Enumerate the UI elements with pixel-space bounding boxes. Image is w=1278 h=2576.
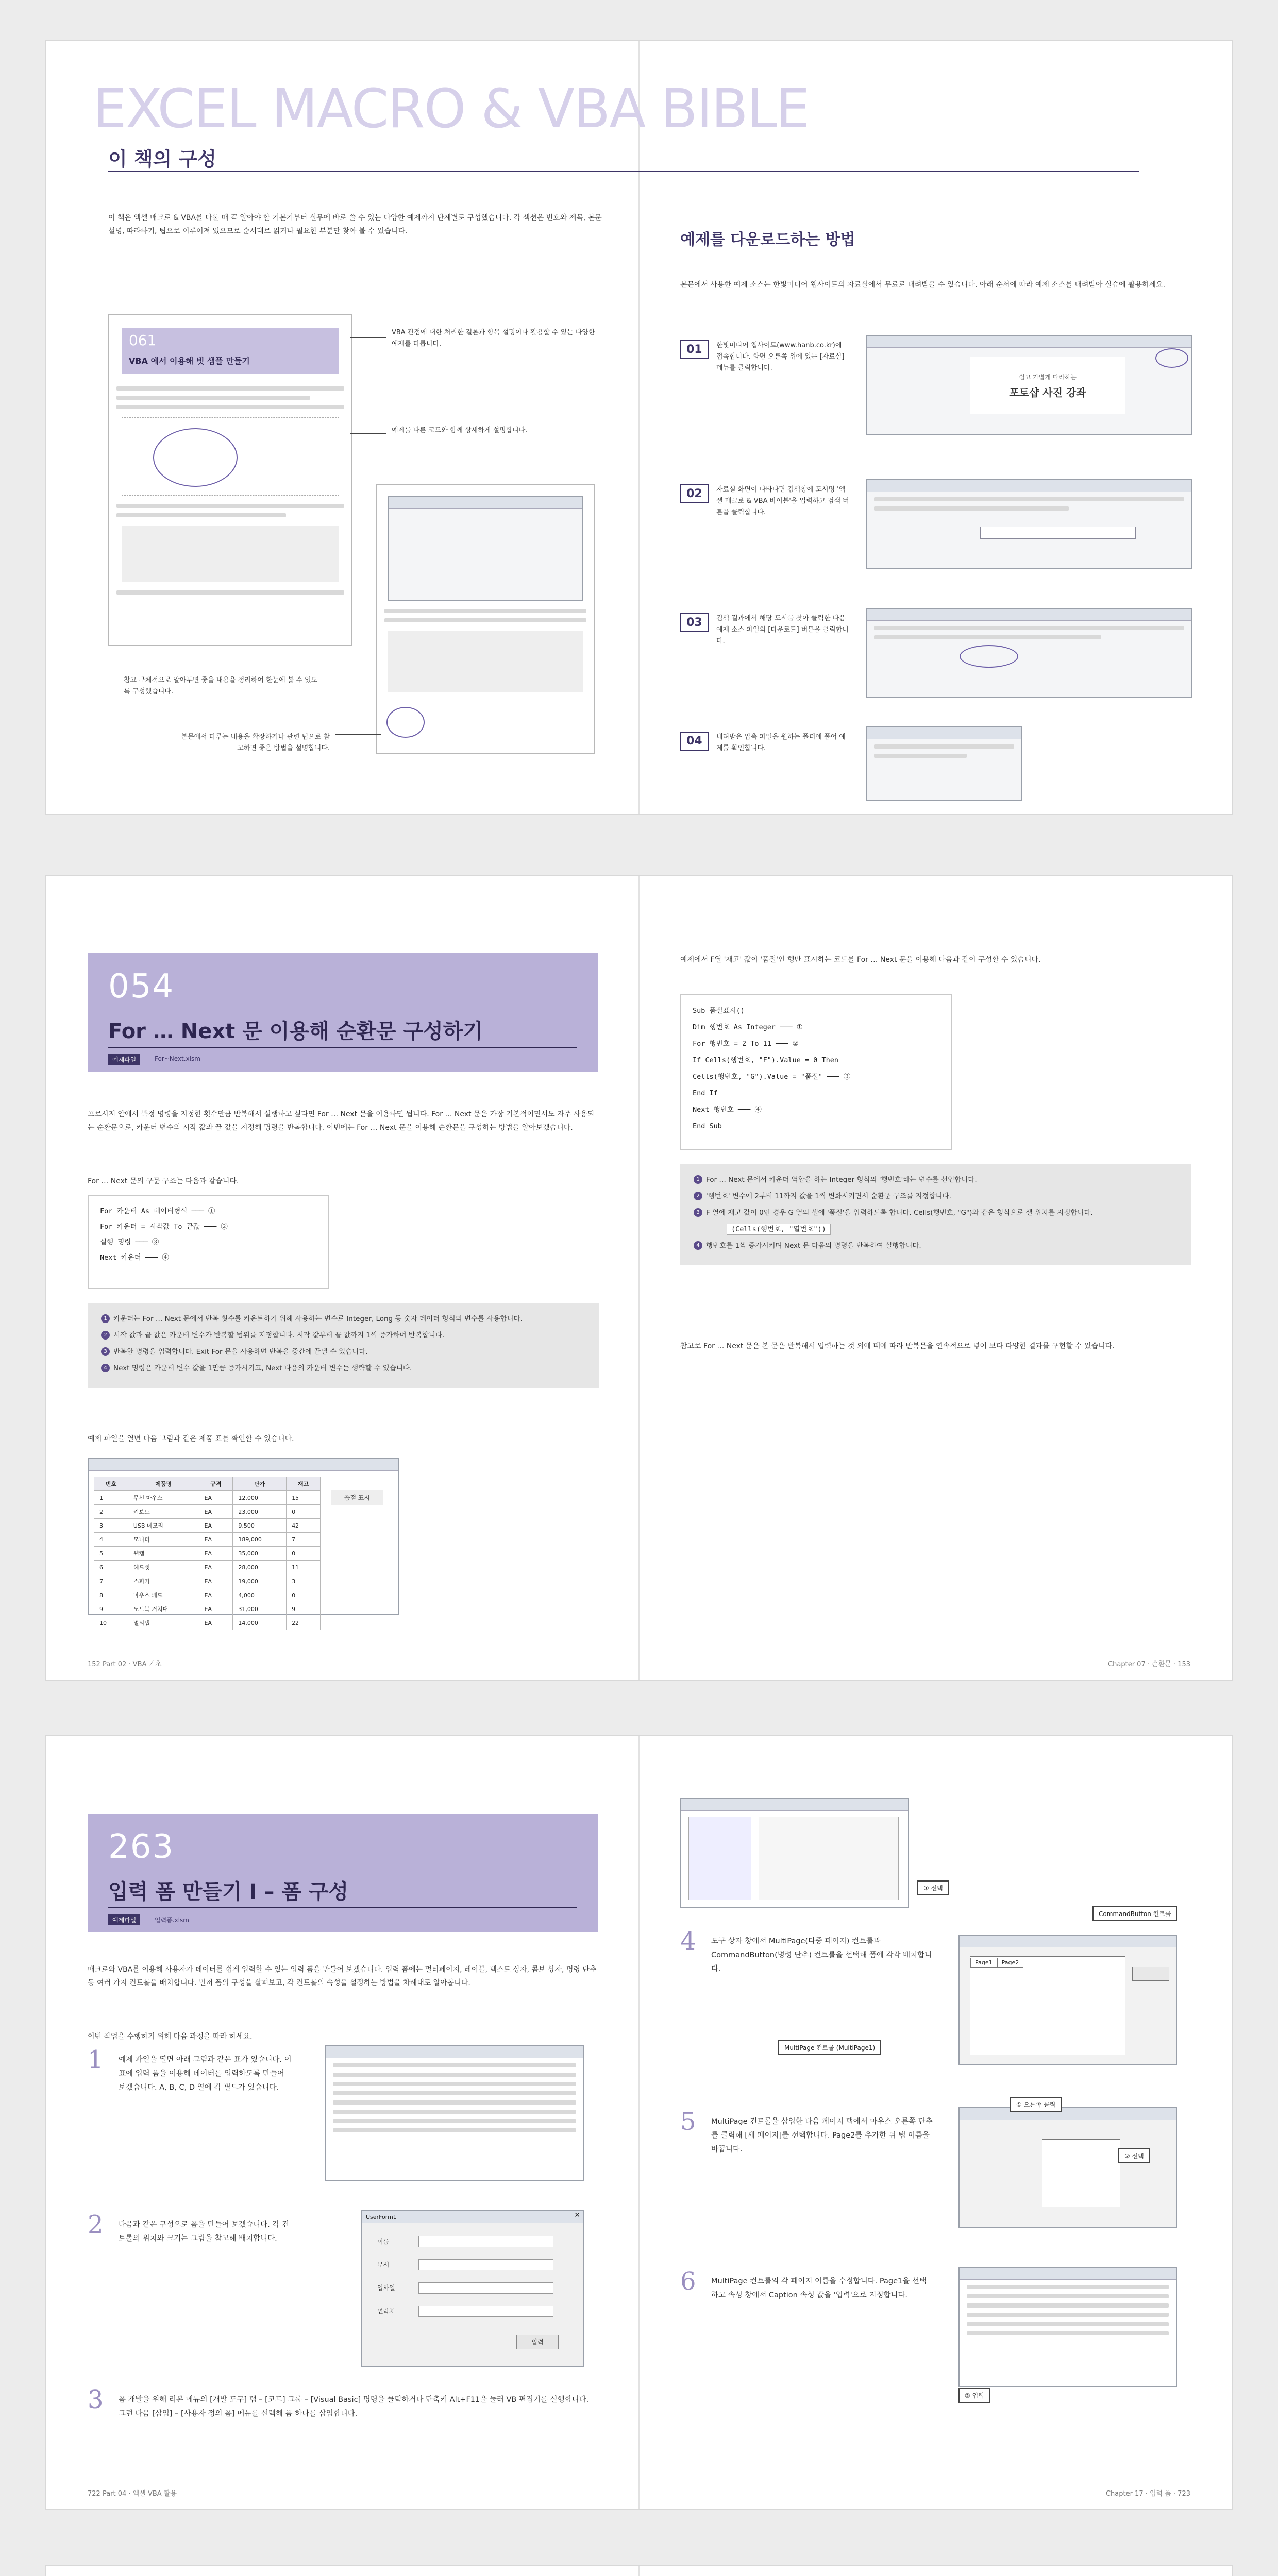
section-number: 263: [108, 1828, 175, 1866]
close-icon[interactable]: ✕: [574, 2211, 580, 2219]
text-line: [116, 405, 344, 409]
table-row: [94, 1505, 321, 1519]
syntax-line: For 카운터 = 시작값 To 끝값 ─── ②: [100, 1223, 228, 1231]
step-number: 3: [88, 2385, 104, 2414]
download-heading: 예제를 다운로드하는 방법: [680, 231, 855, 249]
step-number: 4: [680, 1927, 696, 1956]
note-text: 반복할 명령을 입력합니다. Exit For 문을 사용하면 반복을 중간에 끝낼 수 있습니다.: [113, 1348, 368, 1356]
code-line: Sub 품절표시(): [693, 1007, 745, 1015]
table-cell: 2: [94, 1505, 128, 1519]
table-row: [94, 1547, 321, 1561]
sample-diagram: [122, 417, 339, 496]
callout-label: ① 오른쪽 클릭: [1010, 2097, 1062, 2112]
code-line: For 행번호 = 2 To 11 ─── ②: [693, 1040, 799, 1048]
table-row: [94, 1588, 321, 1602]
table-cell: 4,000: [233, 1588, 287, 1602]
step-number: 6: [680, 2267, 696, 2296]
step-number: 1: [88, 2045, 104, 2074]
sheet-screenshot: [325, 2045, 584, 2181]
note-text: F 열에 재고 값이 0인 경우 G 열의 셀에 '품절'을 입력하도록 합니다. Cells(행번호, "G")와 같은 형식으로 셀 위치를 지정합니다.: [706, 1209, 1093, 1217]
page-left: [46, 2566, 639, 2576]
step-text: 폼 개발을 위해 리본 메뉴의 [개발 도구] 탭 – [코드] 그룹 – [Visual Basic] 명령을 클릭하거나 단축키 Alt+F11을 눌러 VB 편집기를 실행합니다. 그런 다음 [삽입] – [사용자 정의 폼] 메뉴를 선택해 폼 하나를 삽입합니다.: [119, 2396, 589, 2418]
table-cell: 무선 마우스: [128, 1491, 199, 1505]
table-row: [94, 1574, 321, 1588]
note-code: (Cells(행번호, "열번호")): [727, 1224, 831, 1235]
table-cell: 7: [287, 1533, 321, 1547]
highlight-circle: [153, 428, 238, 487]
step-text: 한빛미디어 웹사이트(www.hanb.co.kr)에 접속합니다. 화면 오른쪽 위에 있는 [자료실] 메뉴를 클릭합니다.: [716, 342, 845, 372]
table-cell: 7: [94, 1574, 128, 1588]
intro-text: 매크로와 VBA를 이용해 사용자가 데이터를 쉽게 입력할 수 있는 입력 폼을 만들어 보겠습니다. 입력 폼에는 멀티페이지, 레이블, 텍스트 상자, 콤보 상자, 명령 단추 등 여러 가지 컨트롤을 배치합니다. 먼저 폼의 구성을 살펴보고, 각 컨트롤의 속성을 설정하는 방법을 차례대로 알아봅니다.: [88, 1965, 597, 1987]
table-cell: USB 메모리: [128, 1519, 199, 1533]
text-line: [116, 504, 344, 508]
name-input[interactable]: [418, 2236, 553, 2247]
note-text: 시작 값과 끝 값은 카운터 변수가 반복할 범위를 지정합니다. 시작 값부터 끝 값까지 1씩 증가하며 반복합니다.: [113, 1331, 445, 1340]
example-tag: 예제파일: [108, 1054, 140, 1065]
syntax-notes: 1 카운터는 For … Next 문에서 반복 횟수를 카운트하기 위해 사용하는 변수로 Integer, Long 등 숫자 데이터 형식의 변수를 사용합니다. 2 시작 값과 끝 값은 카운터 변수가 반복할 범위를 지정합니다. 시작 값부터 끝 값까지 1씩 증가하며 반복합니다. 3 반복할 명령을 입력합니다. Exit For 문을 사용하면 반복을 중간에 끝낼 수 있습니다. 4 Next 명령은 카운터 변수 값을 1만큼 증가시키고, Next 다음의 카운터 변수는 생략할 수 있습니다.: [88, 1303, 599, 1388]
step-badge: 02: [680, 484, 709, 503]
text-line: [116, 513, 286, 517]
table-cell: 9,500: [233, 1519, 287, 1533]
folder-screenshot: [866, 726, 1022, 801]
code-line: Cells(행번호, "G").Value = "품절" ─── ③: [693, 1073, 851, 1081]
page-left: [46, 876, 639, 1680]
step-badge: 03: [680, 613, 709, 632]
callout-line: [350, 337, 386, 338]
table-cell: EA: [199, 1616, 233, 1630]
sample-num: 061: [129, 332, 157, 349]
text-line: [116, 590, 344, 595]
sample-header: [122, 328, 339, 374]
table-cell: 노트북 거치대: [128, 1602, 199, 1616]
table-cell: 5: [94, 1547, 128, 1561]
highlight-circle: [1155, 348, 1188, 368]
table-cell: 9: [287, 1602, 321, 1616]
excel-screenshot: [88, 1458, 399, 1626]
table-cell: EA: [199, 1588, 233, 1602]
table-cell: EA: [199, 1547, 233, 1561]
code-block: [680, 994, 952, 1150]
table-cell: 19,000: [233, 1574, 287, 1588]
section-banner: [88, 1814, 598, 1932]
table-cell: 3: [287, 1574, 321, 1588]
multipage-screenshot: [959, 1935, 1177, 2065]
table-cell: 6: [94, 1561, 128, 1574]
properties-screenshot: [959, 2267, 1177, 2387]
dept-combo[interactable]: [418, 2259, 553, 2270]
table-cell: 28,000: [233, 1561, 287, 1574]
table-cell: 키보드: [128, 1505, 199, 1519]
screenshot-thumb: [388, 496, 583, 601]
table-cell: EA: [199, 1561, 233, 1574]
table-cell: EA: [199, 1533, 233, 1547]
table-cell: 35,000: [233, 1547, 287, 1561]
sample-page: [108, 314, 352, 646]
step-badge: 01: [680, 340, 709, 359]
example-file: 입력폼.xlsm: [155, 1917, 189, 1924]
page-footer-right: Chapter 17 · 입력 폼 · 723: [1105, 2490, 1190, 2498]
table-body: [94, 1491, 321, 1630]
search-box: [980, 527, 1136, 539]
section-number: 054: [108, 968, 175, 1006]
date-input[interactable]: [418, 2282, 553, 2294]
table-intro: 예제 파일을 열면 다음 그림과 같은 제품 표를 확인할 수 있습니다.: [88, 1435, 294, 1443]
table-cell: 11: [287, 1561, 321, 1574]
sample-page-2: [376, 484, 595, 754]
product-table: 번호 제품명 규격 단가 재고 1 무선 마우스 EA 12,000 15 2 키보드 EA 23,000 0 3 USB 메모리 EA 9,500 42 4 모니터 EA 189,000 7 5 웹캠 EA 35,000 0 6 헤드셋 EA 28,000 11 7 스피커 EA 19,000 3 8 마우스 패드 EA 4,000 0 9 노트북 거치대 EA 31,000 9 10 멀티탭 EA 14,000 22: [94, 1477, 321, 1630]
note-text: '행번호' 변수에 2부터 11까지 값을 1씩 변화시키면서 순환문 구조를 지정합니다.: [706, 1192, 951, 1200]
table-cell: 23,000: [233, 1505, 287, 1519]
form-field-row: 이름: [377, 2238, 390, 2245]
table-cell: 9: [94, 1602, 128, 1616]
intro-text: 프로시저 안에서 특정 명령을 지정한 횟수만큼 반복해서 실행하고 싶다면 For … Next 문을 이용하면 됩니다. For … Next 문은 가장 기본적이면서도 자주 사용되는 순환문으로, 카운터 변수의 시작 값과 끝 값을 지정해 명령을 반복합니다. 이번에는 For … Next 문을 이용해 순환문을 구성하는 방법을 알아보겠습니다.: [88, 1110, 595, 1132]
table-row: [94, 1491, 321, 1505]
code-intro: 예제에서 F열 '재고' 값이 '품절'인 행만 표시하는 코드를 For … Next 문을 이용해 다음과 같이 구성할 수 있습니다.: [680, 956, 1041, 964]
table-cell: 마우스 패드: [128, 1588, 199, 1602]
table-cell: EA: [199, 1602, 233, 1616]
note-text: 카운터는 For … Next 문에서 반복 횟수를 카운트하기 위해 사용하는 변수로 Integer, Long 등 숫자 데이터 형식의 변수를 사용합니다.: [113, 1315, 523, 1323]
table-cell: 189,000: [233, 1533, 287, 1547]
promo-banner: [970, 357, 1125, 414]
note-text: 행번호를 1씩 증가시키며 Next 문 다음의 명령을 반복하여 실행합니다.: [706, 1242, 921, 1250]
callout-top: VBA 관점에 대한 처리한 결론과 항목 설명이나 활용할 수 있는 다양한 예제를 다룹니다.: [392, 329, 595, 348]
table-cell: EA: [199, 1505, 233, 1519]
note-text: Next 명령은 카운터 변수 값을 1만큼 증가시키고, Next 다음의 카운터 변수는 생략할 수 있습니다.: [113, 1364, 412, 1372]
steps-intro: 이번 작업을 수행하기 위해 다음 과정을 따라 하세요.: [88, 2032, 253, 2041]
userform-screenshot: [361, 2210, 584, 2367]
text-line: [116, 386, 344, 391]
show-soldout-button[interactable]: 품절 표시: [331, 1490, 383, 1505]
download-step-3: [680, 613, 1196, 706]
page-footer-left: 152 Part 02 · VBA 기초: [88, 1660, 162, 1668]
page-left: [46, 1736, 639, 2509]
page-right: [639, 2566, 1232, 2576]
table-cell: 모니터: [128, 1533, 199, 1547]
callout-line: [350, 433, 386, 434]
text-line: [116, 396, 310, 400]
page-right: [639, 41, 1232, 814]
spread-book-structure: [46, 41, 1232, 814]
browser-screenshot: [866, 335, 1192, 435]
example-file: For~Next.xlsm: [155, 1055, 200, 1062]
page-right: [639, 876, 1232, 1680]
step-text: MultiPage 컨트롤을 삽입한 다음 페이지 탭에서 마우스 오른쪽 단추를 클릭해 [새 페이지]를 선택합니다. Page2를 추가한 뒤 탭 이름을 바꿉니다.: [711, 2117, 933, 2154]
banner-big: 포토샵 사진 강좌: [1009, 386, 1086, 399]
search-screenshot: [866, 479, 1192, 569]
table-row: [94, 1616, 321, 1630]
callout-bottom-left: 참고 구체적으로 알아두면 좋을 내용을 정리하여 한눈에 볼 수 있도록 구성했습니다.: [124, 676, 318, 696]
highlight-circle: [386, 707, 425, 738]
step-text: 검색 결과에서 해당 도서를 찾아 클릭한 다음 예제 소스 파일의 [다운로드] 버튼을 클릭합니다.: [716, 615, 849, 645]
callout-label: ① 선택: [917, 1880, 949, 1895]
closing-text: 참고로 For … Next 문은 본 문은 반복해서 입력하는 것 외에 때에 따라 반복문을 연속적으로 넣어 보다 다양한 결과를 구현할 수 있습니다.: [680, 1342, 1115, 1350]
section-banner: [88, 953, 598, 1072]
download-step-1: [680, 340, 1196, 433]
vbe-form: [759, 1817, 899, 1900]
watermark-title: EXCEL MACRO & VBA BIBLE: [93, 77, 809, 140]
table-cell: 멀티탭: [128, 1616, 199, 1630]
form-field-row: 입사일: [377, 2284, 395, 2292]
spread-for-next: [46, 876, 1232, 1680]
syntax-block: [88, 1195, 329, 1289]
table-cell: 12,000: [233, 1491, 287, 1505]
table-row: [94, 1561, 321, 1574]
table-row: [94, 1519, 321, 1533]
table-row: [94, 1533, 321, 1547]
step-text: 내려받은 압축 파일을 원하는 폴더에 풀어 예제를 확인합니다.: [716, 733, 846, 752]
sample-note: [388, 631, 583, 692]
commandbutton-control[interactable]: [1132, 1967, 1169, 1981]
table-cell: 0: [287, 1505, 321, 1519]
section-heading: 이 책의 구성: [108, 148, 216, 171]
context-menu: [1042, 2139, 1120, 2207]
page-footer-right: Chapter 07 · 순환문 · 153: [1108, 1660, 1190, 1668]
table-cell: 42: [287, 1519, 321, 1533]
result-screenshot: [866, 608, 1192, 698]
spread-input-form-2: [46, 2566, 1232, 2576]
table-cell: 22: [287, 1616, 321, 1630]
callout-mid: 예제를 다른 코드와 함께 상세하게 설명합니다.: [392, 427, 528, 434]
step-text: 도구 상자 창에서 MultiPage(다중 페이지) 컨트롤과 CommandButton(명령 단추) 컨트롤을 선택해 폼에 각각 배치합니다.: [711, 1937, 932, 1973]
text-line: [384, 618, 586, 622]
code-notes: 1 For … Next 문에서 카운터 역할을 하는 Integer 형식의 '행번호'라는 변수를 선언합니다. 2 '행번호' 변수에 2부터 11까지 값을 1씩 변화시키면서 순환문 구조를 지정합니다. 3 F 열에 재고 값이 0인 경우 G 열의 셀에 '품절'을 입력하도록 합니다. Cells(행번호, "G")와 같은 형식으로 셀 위치를 지정합니다. (Cells(행번호, "열번호")) 4 행번호를 1씩 증가시키며 Next 문 다음의 명령을 반복하여 실행합니다.: [680, 1164, 1191, 1265]
section-title: 입력 폼 만들기 I – 폼 구성: [108, 1880, 349, 1904]
context-menu-screenshot: [959, 2107, 1177, 2228]
table-cell: 4: [94, 1533, 128, 1547]
table-cell: 31,000: [233, 1602, 287, 1616]
code-line: Dim 행번호 As Integer ─── ①: [693, 1023, 803, 1031]
table-cell: 0: [287, 1547, 321, 1561]
table-cell: 15: [287, 1491, 321, 1505]
section-title: For … Next 문 이용해 순환문 구성하기: [108, 1020, 483, 1043]
banner-small: 쉽고 가볍게 따라하는: [1019, 374, 1077, 381]
text-line: [384, 609, 586, 613]
step-number: 2: [88, 2210, 104, 2239]
download-step-2: [680, 484, 1196, 577]
example-tag: 예제파일: [108, 1914, 140, 1925]
step-text: 예제 파일을 열면 아래 그림과 같은 표가 있습니다. 이 표에 입력 폼을 이용해 데이터를 입력하도록 만들어 보겠습니다. A, B, C, D 열에 각 필드가 있습니다.: [119, 2056, 292, 2092]
syntax-intro: For … Next 문의 구문 구조는 다음과 같습니다.: [88, 1177, 239, 1185]
vbe-toolbox: [688, 1817, 751, 1900]
callout-label: ② 선택: [1118, 2148, 1150, 2163]
callout-label: MultiPage 컨트롤 (MultiPage1): [778, 2040, 881, 2055]
form-field-row: 부서: [377, 2261, 390, 2268]
code-line: If Cells(행번호, "F").Value = 0 Then: [693, 1056, 838, 1064]
table-cell: 1: [94, 1491, 128, 1505]
tab-page2[interactable]: Page2: [997, 1958, 1024, 1968]
submit-button[interactable]: 입력: [516, 2335, 559, 2349]
table-cell: 3: [94, 1519, 128, 1533]
step-number: 5: [680, 2107, 696, 2136]
code-line: End Sub: [693, 1122, 722, 1130]
spread-input-form: [46, 1736, 1232, 2509]
code-line: Next 행번호 ─── ④: [693, 1106, 762, 1114]
table-cell: 8: [94, 1588, 128, 1602]
table-cell: 헤드셋: [128, 1561, 199, 1574]
table-cell: 웹캠: [128, 1547, 199, 1561]
download-step-4: [680, 732, 1196, 804]
table-cell: EA: [199, 1519, 233, 1533]
callout-bottom: 본문에서 다루는 내용을 확장하거나 관련 팁으로 참고하면 좋은 방법을 설명합니다.: [181, 733, 330, 752]
highlight-circle: [960, 645, 1018, 668]
download-intro: 본문에서 사용한 예제 소스는 한빛미디어 웹사이트의 자료실에서 무료로 내려받을 수 있습니다. 아래 순서에 따라 예제 소스를 내려받아 실습에 활용하세요.: [680, 281, 1166, 289]
page-footer-left: 722 Part 04 · 엑셀 VBA 활용: [88, 2490, 177, 2498]
table-cell: EA: [199, 1574, 233, 1588]
table-cell: 14,000: [233, 1616, 287, 1630]
multipage-control: [970, 1956, 1125, 2055]
table-cell: 10: [94, 1616, 128, 1630]
table-cell: EA: [199, 1491, 233, 1505]
form-field-row: 연락처: [377, 2308, 395, 2315]
phone-input[interactable]: [418, 2306, 553, 2317]
step-badge: 04: [680, 732, 709, 751]
intro-text: 이 책은 엑셀 매크로 & VBA를 다룰 때 꼭 알아야 할 기본기부터 실무에 바로 쓸 수 있는 다양한 예제까지 단계별로 구성했습니다. 각 섹션은 번호와 제목, 본문 설명, 따라하기, 팁으로 이루어져 있으므로 순서대로 읽거나 필요한 부분만 찾아 볼 수 있습니다.: [108, 214, 602, 235]
code-line: End If: [693, 1089, 718, 1097]
page-right: [639, 1736, 1232, 2509]
tab-page1[interactable]: Page1: [970, 1958, 997, 1968]
callout-label: CommandButton 컨트롤: [1092, 1906, 1177, 1921]
syntax-line: 실행 명령 ─── ③: [100, 1238, 159, 1246]
table-cell: 0: [287, 1588, 321, 1602]
vbe-screenshot: [680, 1798, 909, 1908]
sample-note: [122, 526, 339, 582]
table-row: [94, 1602, 321, 1616]
note-text: For … Next 문에서 카운터 역할을 하는 Integer 형식의 '행번호'라는 변수를 선언합니다.: [706, 1176, 977, 1184]
syntax-line: For 카운터 As 데이터형식 ─── ①: [100, 1207, 215, 1215]
step-text: MultiPage 컨트롤의 각 페이지 이름을 수정합니다. Page1을 선택하고 속성 창에서 Caption 속성 값을 '입력'으로 지정합니다.: [711, 2277, 927, 2299]
sample-title: VBA 에서 이용해 빗 샘플 만들기: [129, 356, 250, 366]
step-text: 다음과 같은 구성으로 폼을 만들어 보겠습니다. 각 컨트롤의 위치와 크기는 그림을 참고해 배치합니다.: [119, 2221, 290, 2243]
form-title: UserForm1: [366, 2214, 397, 2221]
syntax-line: Next 카운터 ─── ④: [100, 1253, 169, 1262]
step-text: 자료실 화면이 나타나면 검색창에 도서명 '엑셀 매크로 & VBA 바이블'을 입력하고 검색 버튼을 클릭합니다.: [716, 486, 849, 516]
table-cell: 스피커: [128, 1574, 199, 1588]
callout-line: [335, 734, 381, 735]
callout-label: ② 입력: [959, 2388, 990, 2403]
